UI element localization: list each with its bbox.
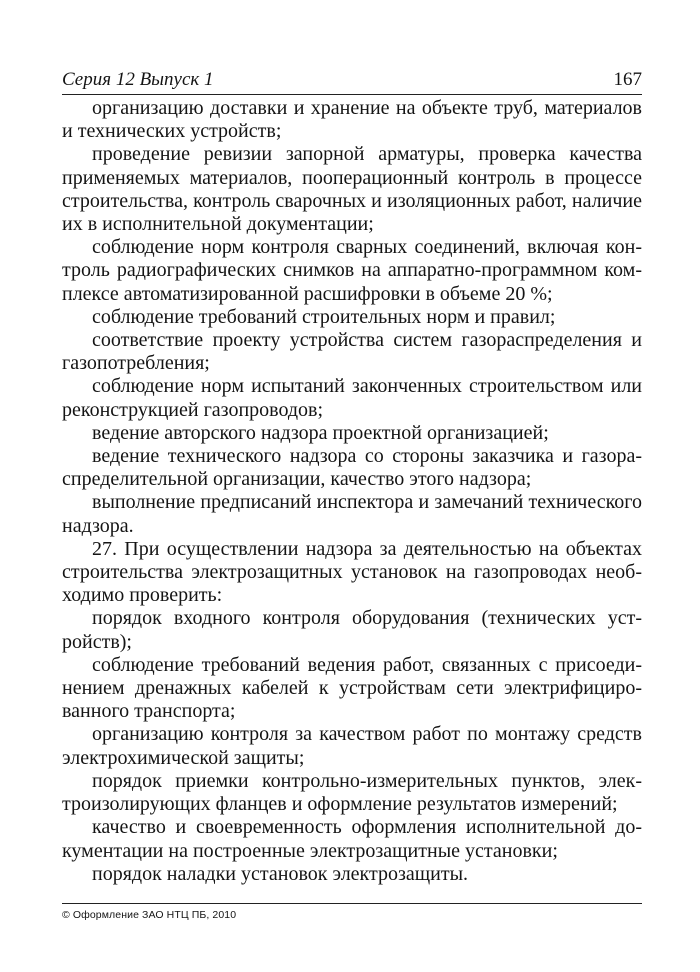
page-footer xyxy=(62,903,642,922)
paragraph: соблюдение требований строительных норм и правил; xyxy=(92,305,556,328)
paragraph: ведение авторского надзора проектной организацией; xyxy=(92,421,549,444)
series-title: Серия 12 Выпуск 1 xyxy=(62,69,214,90)
paragraph: соблюдение требований ведения работ, связанных с присоединением дренажных кабелей к устройствам сети электрифицированного транспорта; xyxy=(62,653,642,723)
paragraph: порядок входного контроля оборудования (технических устройств); xyxy=(62,607,642,653)
paragraph: выполнение предписаний инспектора и замечаний технического надзора. xyxy=(62,491,642,537)
paragraph: организацию доставки и хранение на объекте труб, материалов и технических устройств; xyxy=(62,97,642,143)
paragraph: соблюдение норм испытаний законченных строительством или реконструкцией газопроводов; xyxy=(62,375,642,421)
running-header xyxy=(62,66,642,95)
body-text xyxy=(62,97,642,886)
paragraph: ведение технического надзора со стороны заказчика и газораспределительной организации, качество этого надзора; xyxy=(62,445,642,491)
paragraph: порядок приемки контрольно-измерительных пунктов, электроизолирующих фланцев и оформление результатов измерений; xyxy=(62,769,642,816)
page-number: 167 xyxy=(613,69,642,90)
paragraph: 27. При осуществлении надзора за деятельностью на объектах строительства электрозащитных установок на газопроводах необходимо проверить: xyxy=(62,537,642,607)
document-page xyxy=(62,0,642,972)
paragraph: проведение ревизии запорной арматуры, проверка качества применяемых материалов, пооперационный контроль в процессе строительства, контроль сварочных и изоляционных работ, наличие их в исполнительной документации; xyxy=(62,143,642,236)
paragraph: соблюдение норм контроля сварных соединений, включая контроль радиографических снимков на аппаратно-программном комплексе автоматизированной расшифровки в объеме 20 %; xyxy=(62,236,642,305)
paragraph: качество и своевременность оформления исполнительной документации на построенные электрозащитные установки; xyxy=(62,816,642,862)
copyright-notice: © Оформление ЗАО НТЦ ПБ, 2010 xyxy=(62,909,237,921)
paragraph: порядок наладки установок электрозащиты. xyxy=(92,862,469,885)
paragraph: соответствие проекту устройства систем газораспределения и газопотребления; xyxy=(62,329,642,375)
paragraph: организацию контроля за качеством работ по монтажу средств электрохимической защиты; xyxy=(62,723,642,769)
